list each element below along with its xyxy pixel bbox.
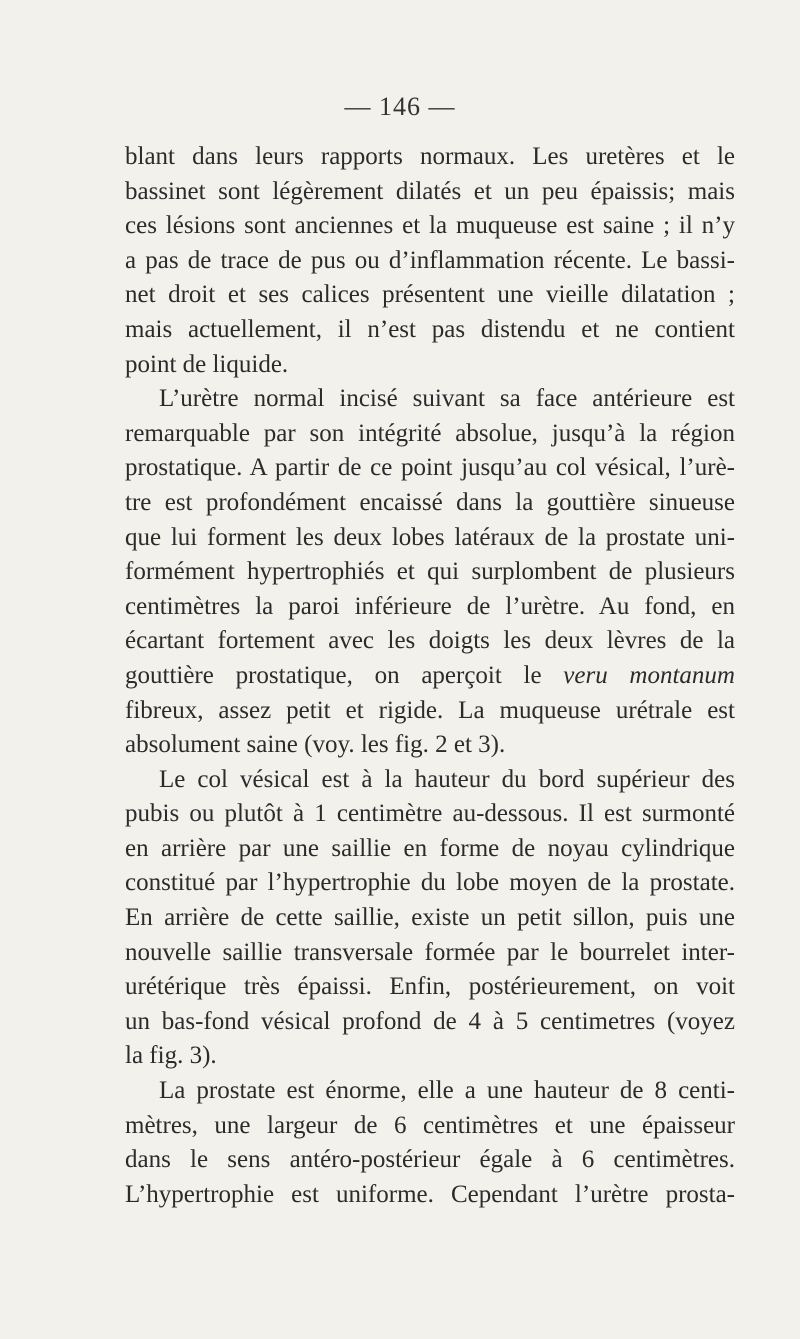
text-line: absolument saine (voy. les fig. 2 et 3). — [125, 731, 506, 759]
text-line: un bas-fond vésical profond de 4 à 5 centimetres (voyez — [125, 1007, 735, 1035]
text-line: a pas de trace de pus ou d’inflammation récente. Le bassi- — [125, 246, 735, 274]
text-line: Le col vésical est à la hauteur du bord supérieur des — [159, 765, 735, 793]
text-line: constitué par l’hypertrophie du lobe moyen de la prostate. — [125, 869, 735, 897]
text-line: fibreux, assez petit et rigide. La muqueuse urétrale est — [125, 696, 735, 724]
text-line: prostatique. A partir de ce point jusqu’au col vésical, l’urè- — [125, 454, 735, 482]
text-line: mètres, une largeur de 6 centimètres et une épaisseur — [125, 1111, 735, 1139]
text-line: tre est profondément encaissé dans la gouttière sinueuse — [125, 488, 735, 516]
text-line: net droit et ses calices présentent une vieille dilatation ; — [125, 281, 735, 309]
text-line: nouvelle saillie transversale formée par le bourrelet inter- — [125, 938, 735, 966]
text-line: que lui forment les deux lobes latéraux de la prostate uni- — [125, 523, 735, 551]
text-line: remarquable par son intégrité absolue, jusqu’à la région — [125, 419, 735, 447]
text-line: la fig. 3). — [125, 1042, 217, 1070]
text-line: écartant fortement avec les doigts les deux lèvres de la — [125, 627, 735, 655]
text-line: L’urètre normal incisé suivant sa face antérieure est — [159, 385, 735, 413]
page-number: — 146 — — [344, 92, 456, 121]
text-line: urétérique très épaissi. Enfin, postérieurement, on voit — [125, 973, 735, 1001]
text-line: formément hypertrophiés et qui surplombent de plusieurs — [125, 558, 735, 586]
text-line: pubis ou plutôt à 1 centimètre au-dessous. Il est surmonté — [125, 800, 735, 828]
text-line: bassinet sont légèrement dilatés et un peu épaissis; mais — [125, 177, 735, 205]
text-line: blant dans leurs rapports normaux. Les uretères et le — [125, 143, 735, 170]
text-line: mais actuellement, il n’est pas distendu et ne contient — [125, 315, 735, 343]
text-line: En arrière de cette saillie, existe un petit sillon, puis une — [125, 904, 735, 932]
text-line: en arrière par une saillie en forme de noyau cylindrique — [125, 834, 735, 862]
text-line: dans le sens antéro-postérieur égale à 6 centimètres. — [125, 1146, 735, 1174]
text-line: ces lésions sont anciennes et la muqueuse est saine ; il n’y — [125, 212, 735, 240]
text-line: gouttière prostatique, on aperçoit le veru montanum — [125, 661, 735, 689]
text-line: La prostate est énorme, elle a une hauteur de 8 centi- — [159, 1077, 735, 1105]
text-line: point de liquide. — [125, 350, 289, 378]
text-line: centimètres la paroi inférieure de l’urètre. Au fond, en — [125, 592, 735, 620]
body-text — [125, 140, 735, 1212]
text-line: L’hypertrophie est uniforme. Cependant l’urètre prosta- — [125, 1180, 735, 1208]
